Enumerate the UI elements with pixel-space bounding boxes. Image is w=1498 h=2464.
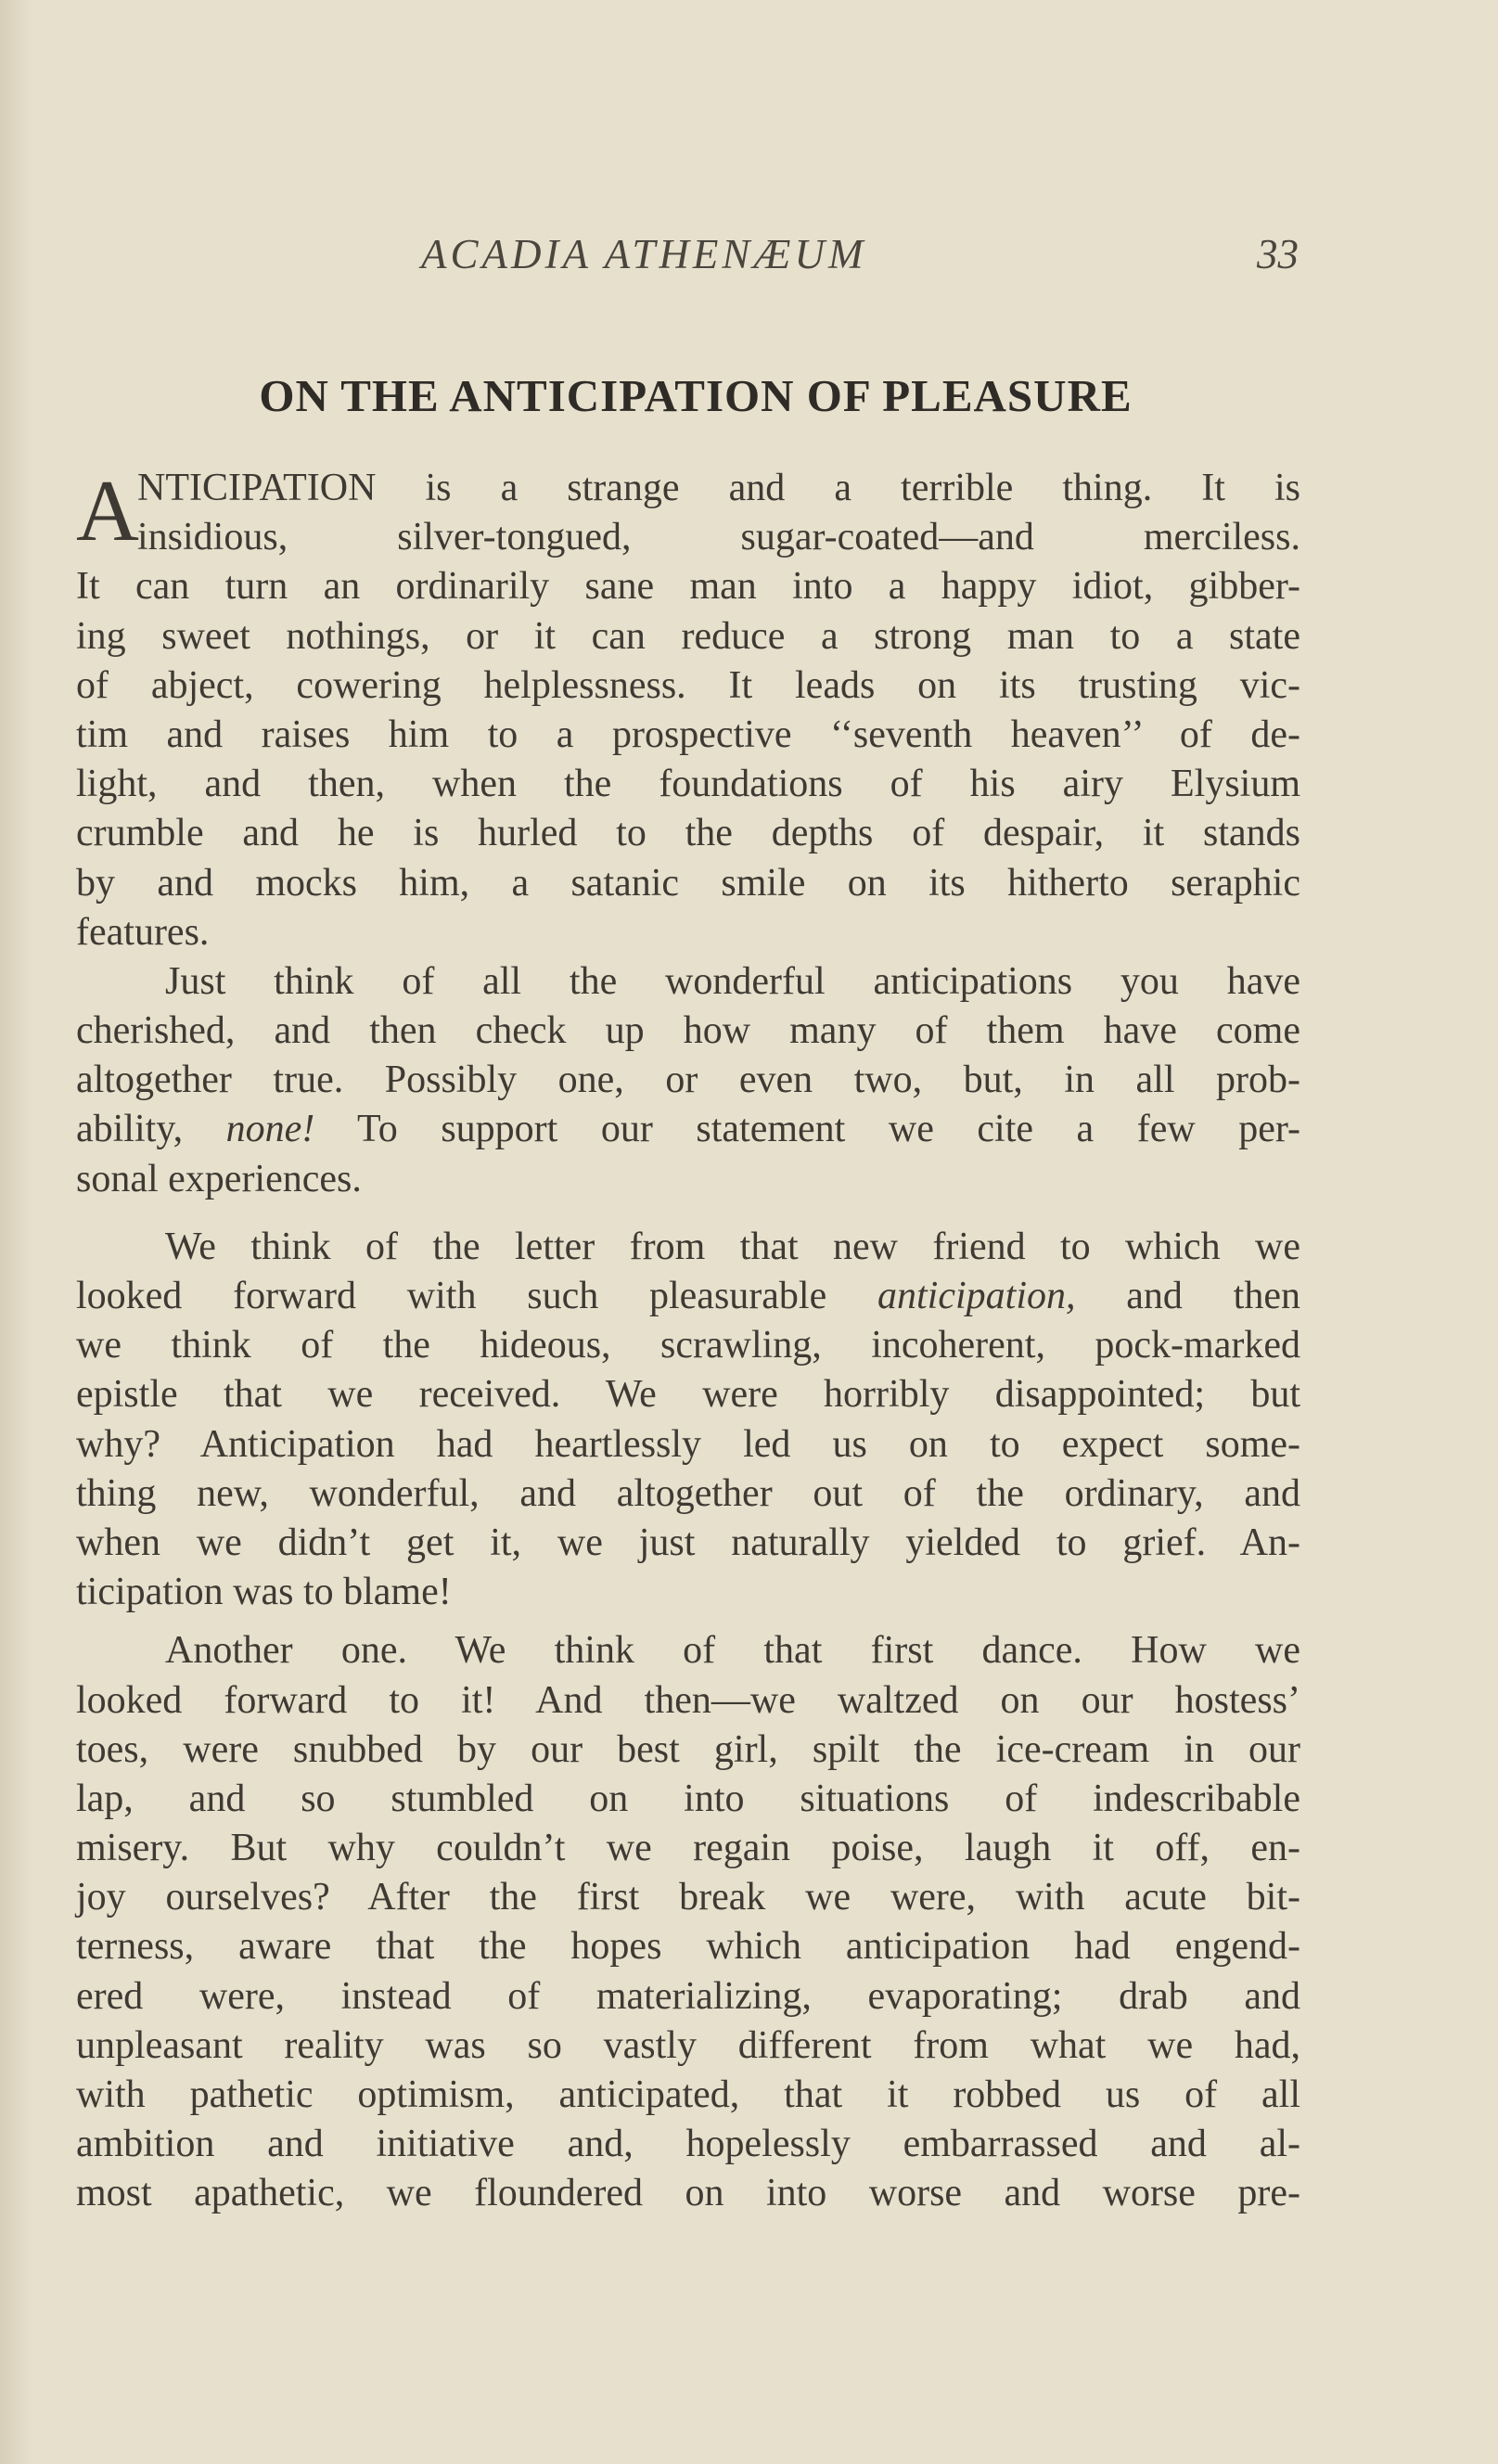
text-line: Another one. We think of that first dance. How we	[165, 1629, 1300, 1673]
paragraph-4	[76, 1626, 1300, 2218]
text-line: most apathetic, we floundered on into worse and worse pre-	[76, 2172, 1300, 2215]
text-line: cherished, and then check up how many of them have come	[76, 1009, 1300, 1053]
text-line: We think of the letter from that new friend to which we	[165, 1225, 1300, 1268]
text-line: of abject, cowering helplessness. It leads on its trusting vic-	[76, 663, 1300, 707]
text-line: ing sweet nothings, or it can reduce a strong man to a state	[76, 614, 1300, 658]
text-line: when we didn’t get it, we just naturally yielded to grief. An-	[76, 1521, 1300, 1564]
text-line: sonal experiences.	[76, 1157, 362, 1200]
drop-cap: A	[76, 463, 139, 559]
text-line: It can turn an ordinarily sane man into a happy idiot, gibber-	[76, 565, 1300, 609]
paragraph-2	[76, 957, 1300, 1204]
text-line: features.	[76, 910, 210, 954]
text-segment: and then	[1075, 1275, 1300, 1317]
text-line: we think of the hideous, scrawling, incoherent, pock-marked	[76, 1324, 1300, 1367]
text-line: unpleasant reality was so vastly different from what we had,	[76, 2023, 1300, 2067]
emphasis-word: anticipation,	[877, 1275, 1076, 1317]
article-title: ON THE ANTICIPATION OF PLEASURE	[259, 370, 1133, 421]
text-line: misery. But why couldn’t we regain poise, laugh it off, en-	[76, 1827, 1300, 1870]
text-line: ticipation was to blame!	[76, 1571, 452, 1614]
text-line: looked forward to it! And then—we waltzed on our hostess’	[76, 1678, 1300, 1722]
paragraph-gap	[76, 1617, 1300, 1626]
text-line: insidious, silver-tongued, sugar-coated—and merciless.	[137, 516, 1300, 559]
running-title: ACADIA ATHENÆUM	[421, 231, 867, 277]
text-line: thing new, wonderful, and altogether out of the ordinary, and	[76, 1471, 1300, 1515]
emphasis-word: none!	[225, 1108, 315, 1151]
article-body	[76, 464, 1300, 2219]
text-line: lap, and so stumbled on into situations of indescribable	[76, 1777, 1300, 1820]
page-number: 33	[1257, 231, 1299, 277]
text-line: Just think of all the wonderful anticipations you have	[165, 959, 1300, 1003]
text-line: epistle that we received. We were horribly disappointed; but	[76, 1373, 1300, 1417]
text-segment: looked forward with such pleasurable	[76, 1275, 877, 1317]
paragraph-gap	[76, 1204, 1300, 1223]
text-line	[76, 1105, 1300, 1154]
text-line: why? Anticipation had heartlessly led us on to expect some-	[76, 1422, 1300, 1466]
text-segment: To support our statement we cite a few per-	[314, 1108, 1300, 1151]
text-line: light, and then, when the foundations of his airy Elysium	[76, 763, 1300, 806]
text-line: by and mocks him, a satanic smile on its hitherto seraphic	[76, 861, 1300, 905]
text-line: ambition and initiative and, hopelessly embarrassed and al-	[76, 2123, 1300, 2166]
text-line: crumble and he is hurled to the depths of despair, it stands	[76, 812, 1300, 855]
text-line: with pathetic optimism, anticipated, that it robbed us of all	[76, 2073, 1300, 2116]
text-line: ered were, instead of materializing, evaporating; drab and	[76, 1974, 1300, 2018]
text-line	[76, 1272, 1300, 1321]
text-line: toes, were snubbed by our best girl, spilt the ice-cream in our	[76, 1727, 1300, 1771]
text-line: terness, aware that the hopes which anticipation had engend-	[76, 1925, 1300, 1969]
text-line: altogether true. Possibly one, or even two, but, in all prob-	[76, 1059, 1300, 1102]
text-line: tim and raises him to a prospective ‘‘seventh heaven’’ of de-	[76, 712, 1300, 756]
text-segment: ability,	[76, 1108, 226, 1151]
text-line: joy ourselves? After the first break we were, with acute bit-	[76, 1876, 1300, 1919]
paragraph-1	[76, 464, 1300, 957]
running-header	[76, 230, 1310, 286]
paragraph-3	[76, 1223, 1300, 1618]
text-line: NTICIPATION is a strange and a terrible thing. It is	[137, 467, 1300, 509]
